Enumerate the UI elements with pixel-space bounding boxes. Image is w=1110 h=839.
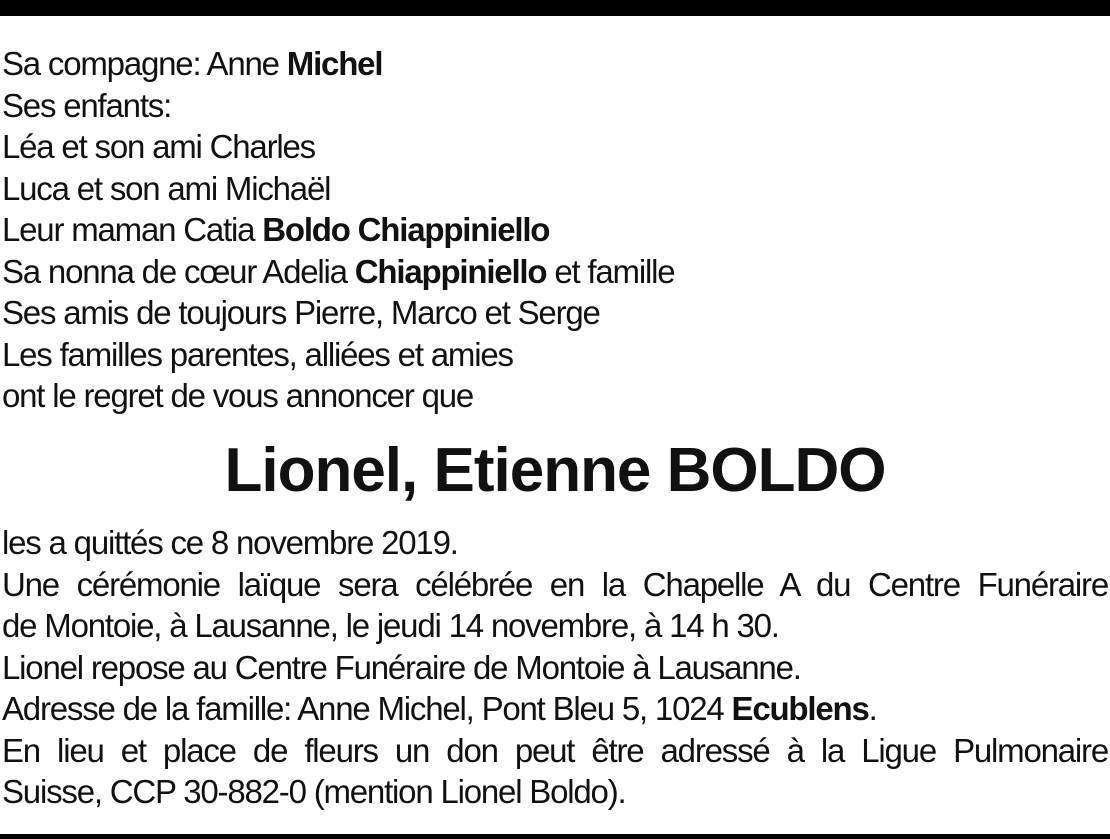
text-segment: . xyxy=(868,690,877,727)
details-line xyxy=(2,522,1108,564)
deceased-name-heading: Lionel, Etienne BOLDO xyxy=(224,436,886,505)
text-segment: Ses amis de toujours Pierre, Marco et Serge xyxy=(2,294,600,331)
text-segment: Luca et son ami Michaël xyxy=(2,169,331,207)
text-segment: de Montoie, à Lausanne, le jeudi 14 novembre, à 14 h 30. xyxy=(2,607,779,644)
intro-line xyxy=(2,43,674,85)
intro-line xyxy=(2,209,674,251)
text-segment: Sa nonna de cœur Adelia xyxy=(2,252,355,290)
text-segment: Lionel repose au Centre Funéraire de Montoie à Lausanne. xyxy=(2,648,801,686)
details-line xyxy=(2,605,1108,647)
details-line xyxy=(2,730,1108,772)
text-segment: les a quittés ce 8 novembre 2019. xyxy=(2,524,458,561)
intro-line xyxy=(2,292,674,334)
family-announcement xyxy=(2,43,674,417)
text-segment: Une cérémonie laïque sera célébrée en la Chapelle A du Centre Funéraire xyxy=(2,565,1108,603)
top-border-rule xyxy=(0,0,1110,16)
text-segment: Adresse de la famille: Anne Michel, Pont Bleu 5, 1024 xyxy=(2,690,732,727)
text-segment: Sa compagne: Anne xyxy=(2,45,287,82)
service-details xyxy=(2,522,1108,813)
text-segment: Suisse, CCP 30-882-0 (mention Lionel Boldo). xyxy=(2,773,626,810)
details-line xyxy=(2,647,1108,689)
text-segment: Leur maman Catia xyxy=(2,211,263,248)
intro-line xyxy=(2,334,674,376)
text-segment: et famille xyxy=(546,252,675,290)
bottom-border-rule xyxy=(0,834,1110,839)
details-line xyxy=(2,688,1108,730)
intro-line xyxy=(2,126,674,168)
intro-line xyxy=(2,251,674,293)
intro-line xyxy=(2,85,674,127)
text-segment: Léa et son ami Charles xyxy=(2,128,315,165)
bold-name: Ecublens xyxy=(731,690,869,727)
intro-line xyxy=(2,168,674,210)
intro-line xyxy=(2,375,674,417)
bold-name: Boldo Chiappiniello xyxy=(262,211,550,248)
text-segment: En lieu et place de fleurs un don peut être adressé à la Ligue Pulmonaire xyxy=(2,731,1108,769)
details-line xyxy=(2,564,1108,606)
text-segment: ont le regret de vous annoncer que xyxy=(2,377,474,414)
bold-name: Michel xyxy=(286,45,383,82)
bold-name: Chiappiniello xyxy=(354,252,547,290)
text-segment: Les familles parentes, alliées et amies xyxy=(2,335,513,373)
text-segment: Ses enfants: xyxy=(2,86,172,124)
details-line xyxy=(2,771,1108,813)
